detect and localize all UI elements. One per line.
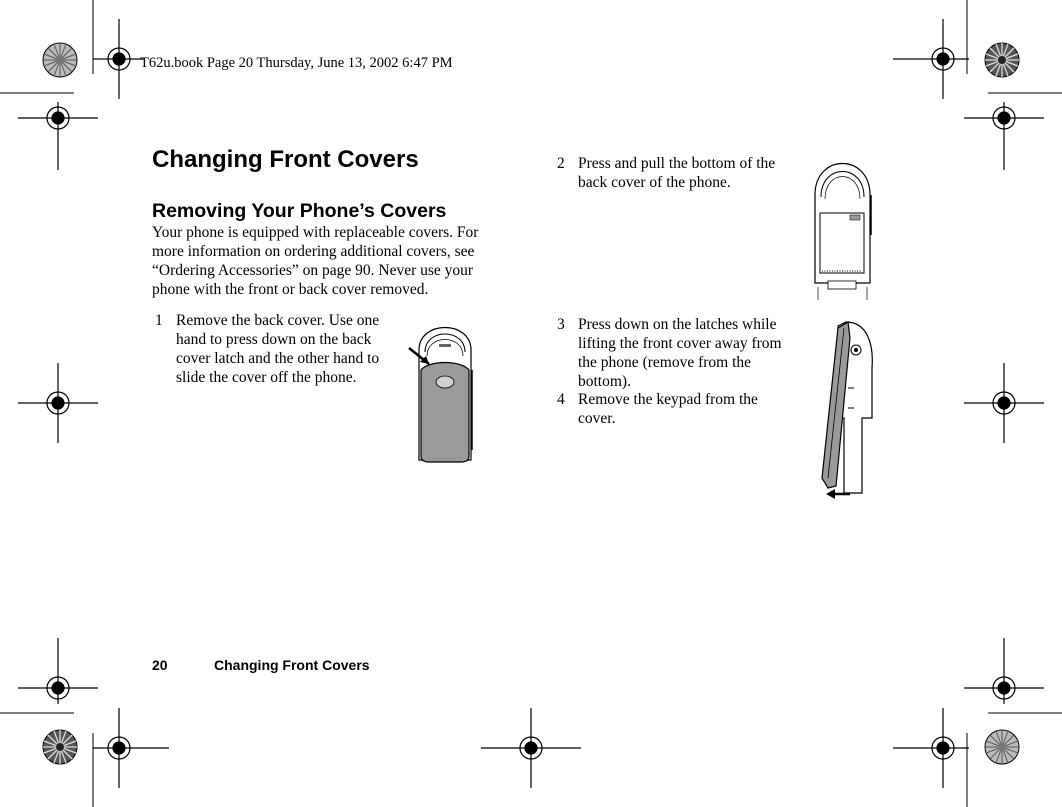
step-text: Press and pull the bottom of the back cover of the phone.: [578, 155, 776, 191]
step-number: 1: [155, 312, 163, 329]
page-title: Changing Front Covers: [152, 146, 419, 173]
step-4: [557, 390, 797, 430]
phone-side-cover-illustration: [808, 318, 883, 503]
step-text: Press down on the latches while lifting the front cover away from the phone (remove from the bottom).: [578, 316, 782, 390]
print-slug: T62u.book Page 20 Thursday, June 13, 2002 6:47 PM: [140, 55, 453, 71]
step-1: [155, 311, 395, 411]
phone-back-cover-illustration: [405, 310, 485, 465]
section-heading: Removing Your Phone’s Covers: [152, 200, 447, 222]
running-footer-title: Changing Front Covers: [214, 657, 370, 673]
step-text: Remove the keypad from the cover.: [578, 391, 758, 427]
step-number: 3: [557, 316, 565, 333]
step-3: [557, 315, 797, 395]
phone-front-illustration: [810, 155, 875, 300]
step-2: [557, 154, 797, 204]
step-number: 2: [557, 155, 565, 172]
step-text: Remove the back cover. Use one hand to press down on the back cover latch and the other hand to slide the cover off the phone.: [176, 312, 380, 386]
page-number: 20: [152, 657, 168, 673]
intro-paragraph: Your phone is equipped with replaceable covers. For more information on ordering additional covers, see “Ordering Accessories” on page 90. Never use your phone with the front or back cover removed.: [152, 224, 479, 298]
step-number: 4: [557, 391, 565, 408]
